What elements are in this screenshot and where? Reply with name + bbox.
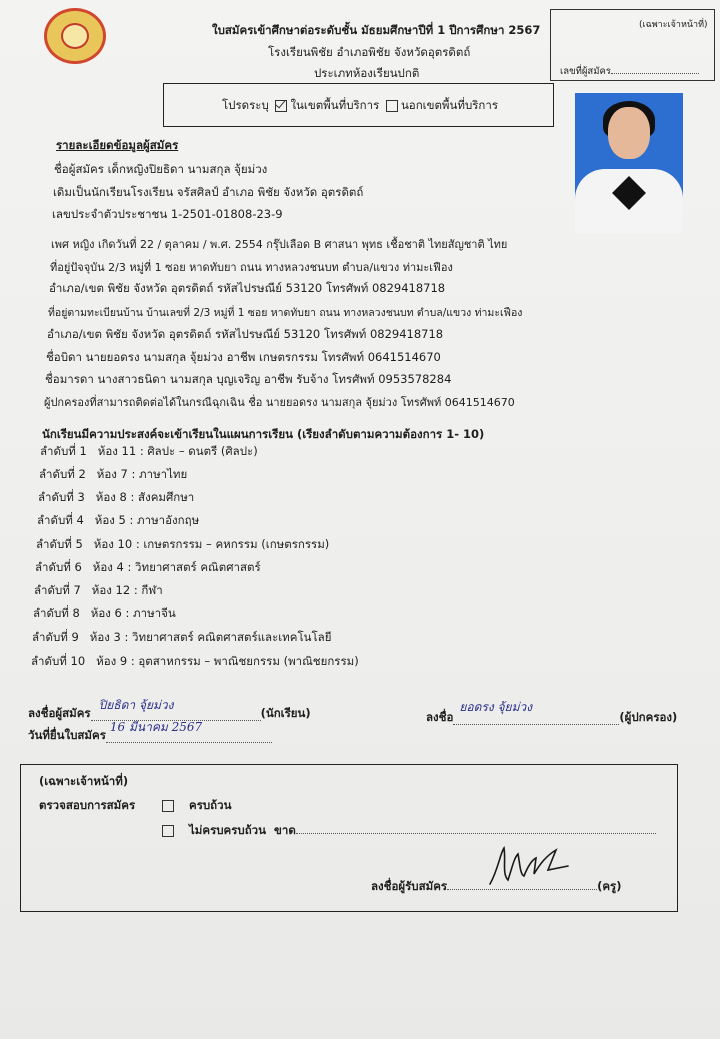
plan-item: ลำดับที่ 1 ห้อง 11 : ศิลปะ – ดนตรี (ศิลปะ) (40, 444, 258, 458)
staff-section-title: (เฉพาะเจ้าหน้าที่) (39, 774, 129, 788)
plan-item: ลำดับที่ 8 ห้อง 6 : ภาษาจีน (33, 606, 176, 620)
detail-line: เลขประจำตัวประชาชน 1-2501-01808-23-9 (52, 207, 283, 221)
incomplete-option: ไม่ครบครบถ้วน ขาด (159, 823, 656, 837)
plan-item: ลำดับที่ 3 ห้อง 8 : สังคมศึกษา (38, 490, 195, 504)
student-portrait-photo (575, 93, 683, 233)
office-use-box (550, 9, 715, 81)
plan-item: ลำดับที่ 7 ห้อง 12 : กีฬา (34, 583, 163, 597)
applicant-signature: ปิยธิดา จุ้ยม่วง (98, 698, 174, 712)
parent-signature: ยอดรง จุ้ยม่วง (459, 700, 533, 714)
detail-line: เพศ หญิง เกิดวันที่ 22 / ตุลาคม / พ.ศ. 2554 กรุ๊ปเลือด B ศาสนา พุทธ เชื้อชาติ ไทยสัญชาติ ไทย (51, 238, 508, 251)
school-name: โรงเรียนพิชัย อำเภอพิชัย จังหวัดอุตรดิตถ์ (268, 45, 471, 59)
detail-line: เดิมเป็นนักเรียนโรงเรียน จรัสศิลป์ อำเภอ พิชัย จังหวัด อุตรดิตถ์ (53, 185, 364, 199)
teacher-signature (484, 840, 574, 888)
study-plan-heading: นักเรียนมีความประสงค์จะเข้าเรียนในแผนการเรียน (เรียงลำดับตามความต้องการ 1- 10) (42, 427, 485, 441)
detail-line: ผู้ปกครองที่สามารถติดต่อได้ในกรณีฉุกเฉิน ชื่อ นายยอดรง นามสกุล จุ้ยม่วง โทรศัพท์ 0641514670 (44, 396, 515, 409)
school-seal-logo (44, 8, 106, 64)
in-area-checkbox[interactable] (275, 100, 287, 112)
applicant-number-label: เลขที่ผู้สมัคร (560, 64, 699, 79)
detail-line: อำเภอ/เขต พิชัย จังหวัด อุตรดิตถ์ รหัสไปรษณีย์ 53120 โทรศัพท์ 0829418718 (47, 327, 444, 341)
complete-checkbox[interactable] (162, 800, 174, 812)
application-date-row: วันที่ยื่นใบสมัคร 16 มีนาคม 2567 (28, 728, 272, 743)
detail-line: ที่อยู่ปัจจุบัน 2/3 หมู่ที่ 1 ซอย หาดทับยา ถนน ทางหลวงชนบท ตำบล/แขวง ท่ามะเฟือง (50, 261, 453, 274)
staff-section-box (20, 764, 678, 912)
service-area-row (222, 98, 498, 112)
plan-item: ลำดับที่ 5 ห้อง 10 : เกษตรกรรม – คหกรรม (เกษตรกรรม) (36, 537, 330, 551)
parent-signature-row: ลงชื่อ ยอดรง จุ้ยม่วง (ผู้ปกครอง) (426, 700, 678, 724)
in-area-label: ในเขตพื้นที่บริการ (290, 98, 380, 112)
service-area-prompt: โปรดระบุ (222, 98, 269, 112)
form-title: ใบสมัครเข้าศึกษาต่อระดับชั้น มัธยมศึกษาปีที่ 1 ปีการศึกษา 2567 (212, 23, 541, 37)
plan-item: ลำดับที่ 6 ห้อง 4 : วิทยาศาสตร์ คณิตศาสตร์ (35, 560, 261, 574)
class-type: ประเภทห้องเรียนปกติ (314, 66, 420, 80)
incomplete-checkbox[interactable] (162, 825, 174, 837)
plan-item: ลำดับที่ 9 ห้อง 3 : วิทยาศาสตร์ คณิตศาสตร์และเทคโนโลยี (32, 630, 332, 644)
detail-line: ชื่อมารดา นางสาวธนิดา นามสกุล บุญเจริญ อาชีพ รับจ้าง โทรศัพท์ 0953578284 (45, 372, 452, 386)
detail-line: ที่อยู่ตามทะเบียนบ้าน บ้านเลขที่ 2/3 หมู่ที่ 1 ซอย หาดทับยา ถนน ทางหลวงชนบท ตำบล/แขวง ท่ามะเฟือง (48, 307, 523, 319)
detail-line: ชื่อผู้สมัคร เด็กหญิงปิยธิดา นามสกุล จุ้ยม่วง (54, 162, 268, 176)
office-use-note: (เฉพาะเจ้าหน้าที่) (639, 20, 708, 30)
complete-option: ครบถ้วน (159, 798, 231, 812)
applicant-signature-row: ลงชื่อผู้สมัคร ปิยธิดา จุ้ยม่วง (นักเรียน) (28, 698, 311, 720)
check-application-label: ตรวจสอบการสมัคร (39, 798, 136, 812)
service-area-box (163, 83, 554, 127)
plan-item: ลำดับที่ 10 ห้อง 9 : อุตสาหกรรม – พาณิชยกรรม (พาณิชยกรรม) (31, 654, 359, 668)
details-heading: รายละเอียดข้อมูลผู้สมัคร (56, 138, 179, 152)
plan-item: ลำดับที่ 2 ห้อง 7 : ภาษาไทย (39, 467, 188, 481)
receiver-signature-row: ลงชื่อผู้รับสมัคร (ครู) (371, 879, 622, 893)
out-area-checkbox[interactable] (386, 100, 398, 112)
application-date-value: 16 มีนาคม 2567 (109, 720, 203, 734)
detail-line: ชื่อบิดา นายยอดรง นามสกุล จุ้ยม่วง อาชีพ เกษตรกรรม โทรศัพท์ 0641514670 (46, 350, 441, 364)
plan-item: ลำดับที่ 4 ห้อง 5 : ภาษาอังกฤษ (37, 513, 200, 527)
out-area-label: นอกเขตพื้นที่บริการ (400, 98, 499, 112)
detail-line: อำเภอ/เขต พิชัย จังหวัด อุตรดิตถ์ รหัสไปรษณีย์ 53120 โทรศัพท์ 0829418718 (49, 281, 446, 295)
